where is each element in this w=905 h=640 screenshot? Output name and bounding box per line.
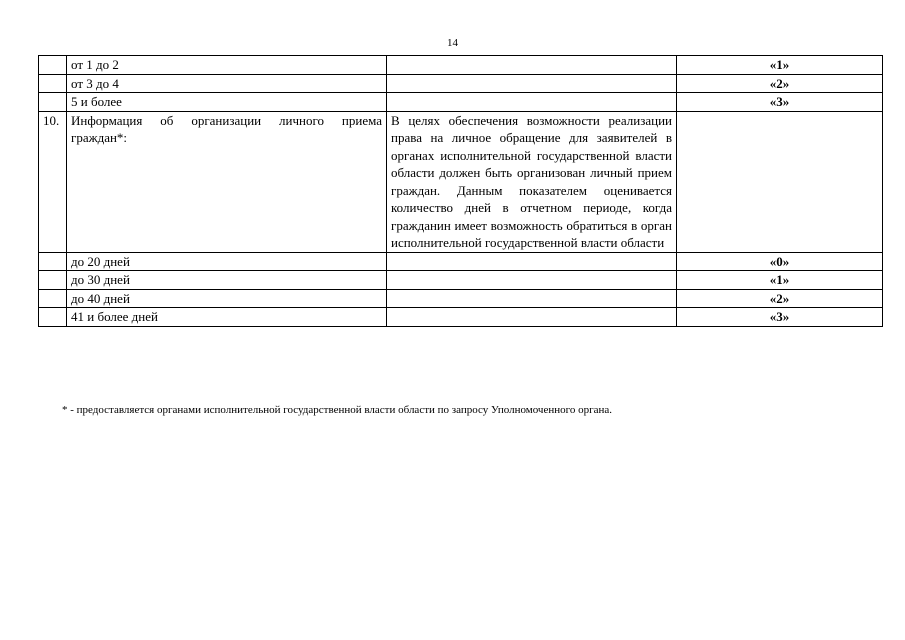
row-score: «2» xyxy=(677,74,883,93)
row-score: «1» xyxy=(677,271,883,290)
table-row xyxy=(39,271,883,290)
row-label: до 40 дней xyxy=(67,289,387,308)
row-description xyxy=(387,252,677,271)
row-description xyxy=(387,93,677,112)
row-label: Информация об организации личного приема граждан*: xyxy=(67,111,387,252)
table-row xyxy=(39,74,883,93)
row-score: «3» xyxy=(677,308,883,327)
criteria-table xyxy=(38,55,883,327)
page-number: 14 xyxy=(447,37,458,49)
table-row xyxy=(39,56,883,75)
row-description: В целях обеспечения возможности реализации права на личное обращение для заявителей в органах исполнительной государственной власти области должен быть организован личный прием граждан. Данным показателем оценивается количество дней в отчетном периоде, когда гражданин имеет возможность обратиться в орган исполнительной государственной власти области xyxy=(387,111,677,252)
row-score: «3» xyxy=(677,93,883,112)
row-number xyxy=(39,289,67,308)
row-score: «1» xyxy=(677,56,883,75)
row-score: «2» xyxy=(677,289,883,308)
row-label: 41 и более дней xyxy=(67,308,387,327)
table-row xyxy=(39,308,883,327)
table-row xyxy=(39,93,883,112)
row-label: до 30 дней xyxy=(67,271,387,290)
row-number xyxy=(39,93,67,112)
row-number xyxy=(39,252,67,271)
row-description xyxy=(387,289,677,308)
row-description xyxy=(387,308,677,327)
row-number xyxy=(39,56,67,75)
table-row xyxy=(39,252,883,271)
row-score: «0» xyxy=(677,252,883,271)
row-score xyxy=(677,111,883,252)
table-row xyxy=(39,111,883,252)
table-row xyxy=(39,289,883,308)
row-label: от 3 до 4 xyxy=(67,74,387,93)
row-description xyxy=(387,271,677,290)
row-label: до 20 дней xyxy=(67,252,387,271)
footnote: * - предоставляется органами исполнительной государственной власти области по запросу Уполномоченного органа. xyxy=(62,404,613,416)
row-number xyxy=(39,308,67,327)
row-label: от 1 до 2 xyxy=(67,56,387,75)
row-number xyxy=(39,271,67,290)
row-number: 10. xyxy=(39,111,67,252)
row-number xyxy=(39,74,67,93)
row-label: 5 и более xyxy=(67,93,387,112)
row-description xyxy=(387,56,677,75)
row-description xyxy=(387,74,677,93)
